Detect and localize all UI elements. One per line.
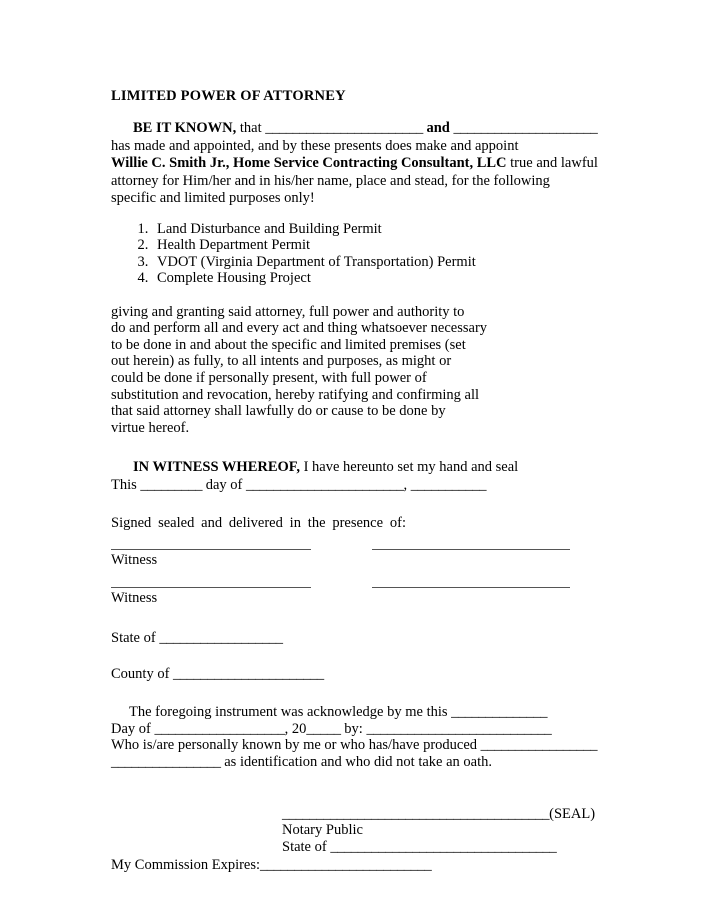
grant-line: virtue hereof. <box>111 419 190 436</box>
in-witness-whereof-label: IN WITNESS WHEREOF, <box>133 459 300 476</box>
notary-state-line <box>282 839 606 855</box>
intro-line-3 <box>111 155 606 173</box>
county-blank[interactable]: ______________________ <box>173 666 324 683</box>
grant-paragraph <box>111 304 606 437</box>
intro-line-4: attorney for Him/her and in his/her name, place and stead, for the following <box>111 172 550 189</box>
identification-blank-1[interactable]: _________________ <box>480 737 598 754</box>
this-label: This <box>111 476 141 493</box>
day-of-label-2: Day of <box>111 720 155 737</box>
intro-line-1 <box>111 120 606 138</box>
list-item: 4. Complete Housing Project <box>152 270 606 286</box>
signature-row <box>111 549 606 587</box>
permits-list <box>111 221 606 287</box>
grant-line: to be done in and about the specific and limited premises (set <box>111 336 466 353</box>
witness-whereof-text: I have hereunto set my hand and seal <box>299 459 519 476</box>
by-label: by: <box>340 720 367 737</box>
attorney-in-fact-name: Willie C. Smith Jr., Home Service Contracting Consultant, LLC <box>111 155 507 172</box>
intro-paragraph <box>111 120 606 208</box>
acknowledgement-text-4: as identification and who did not take an oath. <box>220 753 493 770</box>
intro-that-text: that <box>236 120 266 136</box>
be-it-known-label: BE IT KNOWN, <box>133 120 237 136</box>
grant-line: giving and granting said attorney, full power and authority to <box>111 303 465 320</box>
acknowledgement-text-3: Who is/are personally known by me or who has/have produced <box>111 737 481 754</box>
party-signature-rule-2[interactable] <box>372 587 570 588</box>
acknowledgement-line-2 <box>111 721 606 737</box>
ack-by-blank[interactable]: ___________________________ <box>366 720 552 737</box>
intro-line-2: has made and appointed, and by these presents does make and appoint <box>111 137 519 154</box>
state-of-line <box>111 630 606 647</box>
acknowledgement-date-blank[interactable]: ______________ <box>451 704 548 721</box>
year-blank[interactable]: ___________ <box>410 476 487 493</box>
day-blank[interactable]: _________ <box>140 476 203 493</box>
state-of-label: State of <box>111 630 160 647</box>
list-item: 2. Health Department Permit <box>152 237 606 253</box>
county-of-line <box>111 666 606 683</box>
acknowledgement-line-3 <box>111 737 606 753</box>
notary-signature-blank[interactable]: _______________________________________ <box>282 805 550 822</box>
principal-name-blank-1[interactable]: _______________________ <box>265 120 423 136</box>
and-label: and <box>426 120 450 136</box>
grant-line: could be done if personally present, with full power of <box>111 369 427 386</box>
page-title: LIMITED POWER OF ATTORNEY <box>111 88 346 104</box>
witness-label-2: Witness <box>111 590 158 607</box>
document-body <box>111 88 606 874</box>
witness-whereof-line <box>111 459 606 477</box>
witness-signature-rule-2[interactable] <box>111 587 311 588</box>
intro-line-5: specific and limited purposes only! <box>111 190 315 207</box>
grant-line: that said attorney shall lawfully do or cause to be done by <box>111 403 446 420</box>
attorney-in-fact-suffix: true and lawful <box>506 155 598 172</box>
county-of-label: County of <box>111 666 174 683</box>
date-comma: , <box>403 476 411 493</box>
notary-signature-line <box>282 806 606 822</box>
acknowledgement-block <box>111 704 606 770</box>
signed-sealed-delivered-label: Signed sealed and delivered in the presence of: <box>111 515 406 532</box>
acknowledgement-line-1 <box>111 704 606 720</box>
notary-state-label: State of <box>282 838 331 855</box>
grant-line: out herein) as fully, to all intents and purposes, as might or <box>111 353 452 370</box>
witness-whereof-block <box>111 459 606 494</box>
identification-blank-2[interactable]: ________________ <box>111 753 221 770</box>
party-signature-rule-1[interactable] <box>372 549 570 550</box>
execution-date-line <box>111 477 606 495</box>
notary-block <box>111 806 606 855</box>
notary-state-blank[interactable]: _________________________________ <box>330 838 557 855</box>
witness-label-1: Witness <box>111 552 158 569</box>
acknowledgement-text-1: The foregoing instrument was acknowledge by me this <box>129 704 452 721</box>
grant-line: do and perform all and every act and thing whatsoever necessary <box>111 320 488 337</box>
commission-expires-label: My Commission Expires: <box>111 857 261 874</box>
witness-signature-rule-1[interactable] <box>111 549 311 550</box>
principal-name-blank-2[interactable]: _____________________ <box>453 120 598 136</box>
list-item: 3. VDOT (Virginia Department of Transportation) Permit <box>152 254 606 270</box>
seal-label: (SEAL) <box>549 805 596 822</box>
state-blank[interactable]: __________________ <box>159 630 283 647</box>
month-blank[interactable]: _______________________ <box>245 476 404 493</box>
signature-lines-group <box>111 549 606 625</box>
grant-line: substitution and revocation, hereby ratifying and confirming all <box>111 386 480 403</box>
ack-year-blank[interactable]: _____ <box>306 720 341 737</box>
commission-expires-line <box>111 857 606 873</box>
list-item: 1. Land Disturbance and Building Permit <box>152 221 606 237</box>
ack-year-prefix: , 20 <box>284 720 307 737</box>
ack-month-blank[interactable]: ___________________ <box>154 720 285 737</box>
day-of-label: day of <box>202 476 246 493</box>
signature-row <box>111 587 606 625</box>
acknowledgement-line-4 <box>111 754 606 770</box>
notary-public-label: Notary Public <box>282 822 363 839</box>
commission-expires-blank[interactable]: _________________________ <box>260 857 432 874</box>
